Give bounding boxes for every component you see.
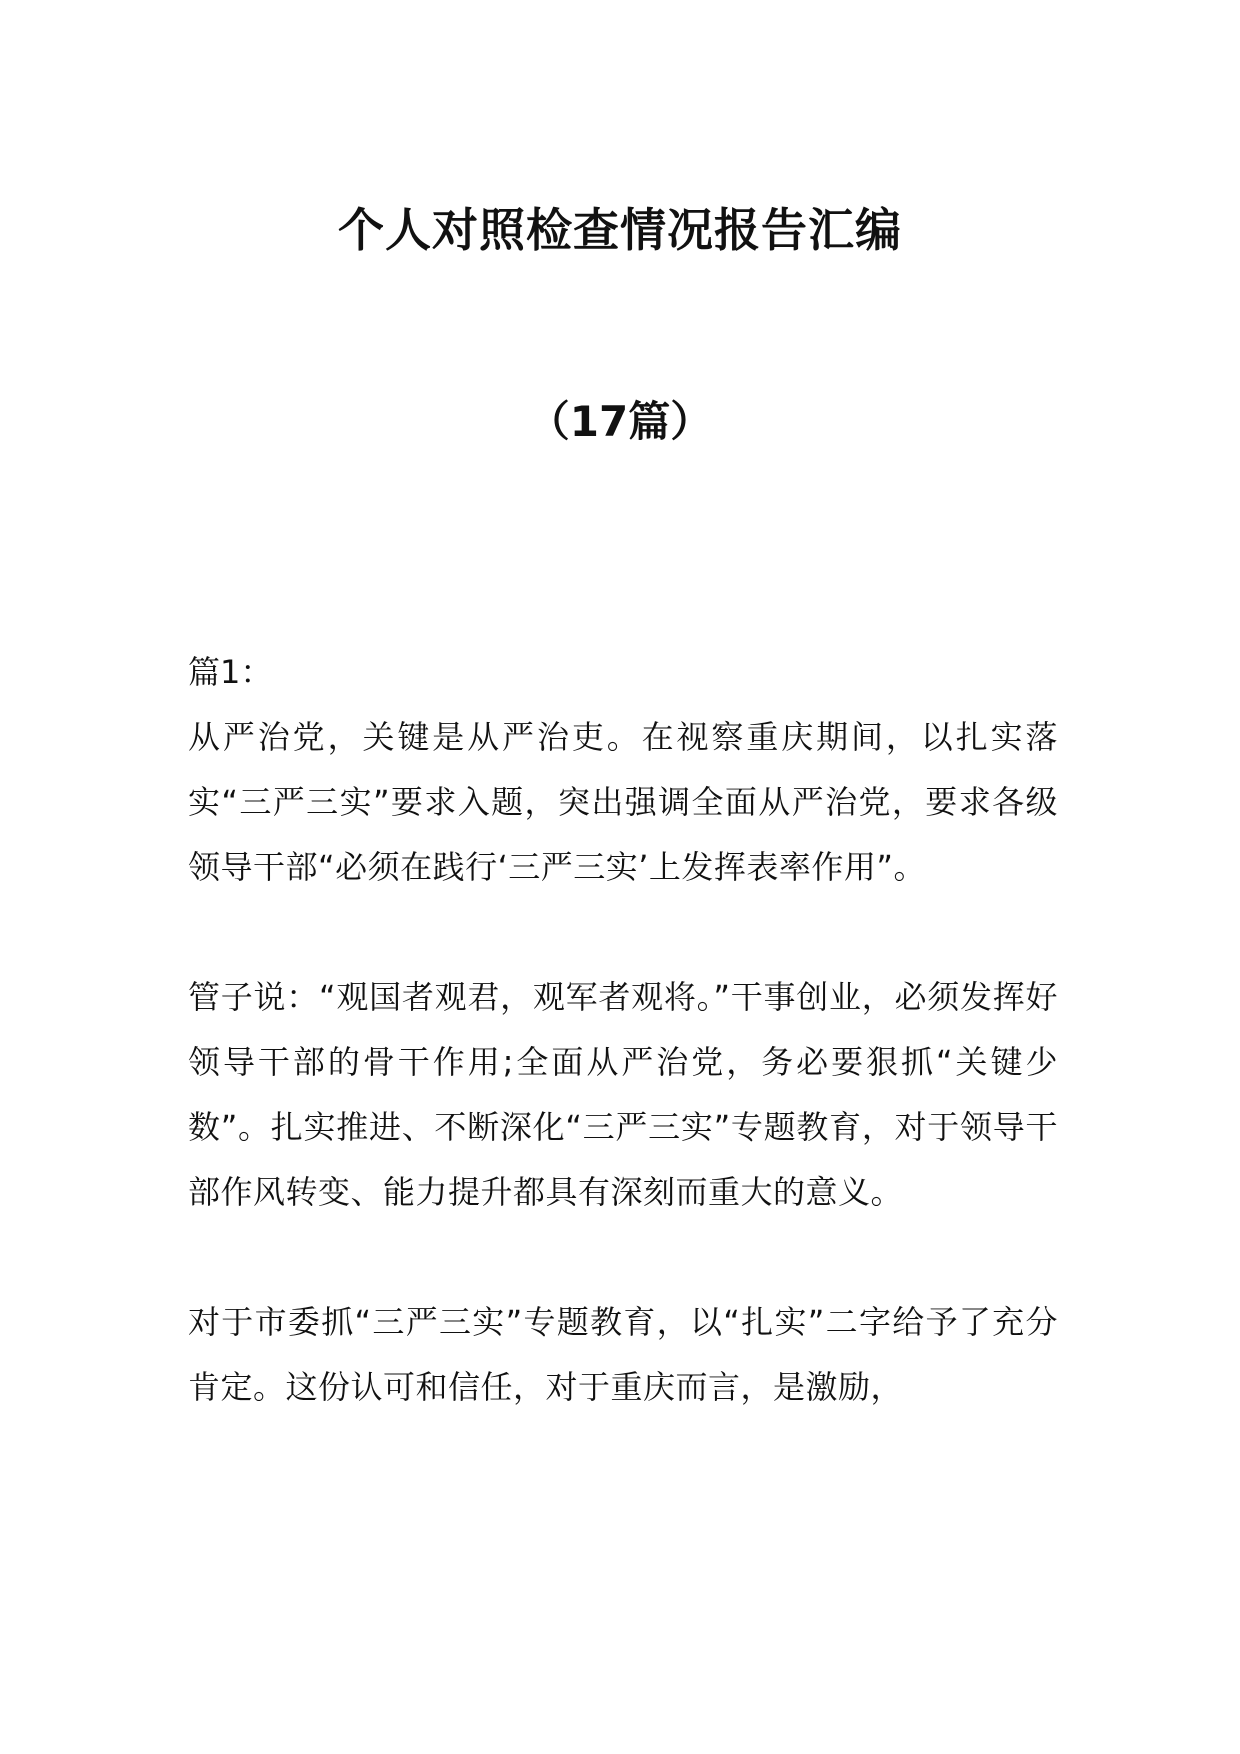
document-subtitle: （17篇） — [527, 397, 713, 446]
paragraph-2: 管子说：“观国者观君，观军者观将。”干事创业，必须发挥好领导干部的骨干作用;全面从严治党，务必要狠抓“关键少数”。扎实推进、不断深化“三严三实”专题教育，对于领导干部作风转变、能力提升都具有深刻而重大的意义。 — [188, 978, 1058, 1211]
paragraph-3: 对于市委抓“三严三实”专题教育，以“扎实”二字给予了充分肯定。这份认可和信任，对于重庆而言，是激励， — [188, 1303, 1058, 1406]
document-body — [188, 640, 1058, 1485]
section-label: 篇1： — [188, 653, 273, 691]
paragraph-1: 从严治党，关键是从严治吏。在视察重庆期间，以扎实落实“三严三实”要求入题，突出强调全面从严治党，要求各级领导干部“必须在践行‘三严三实’上发挥表率作用”。 — [188, 718, 1058, 886]
document-title: 个人对照检查情况报告汇编 — [338, 203, 902, 257]
